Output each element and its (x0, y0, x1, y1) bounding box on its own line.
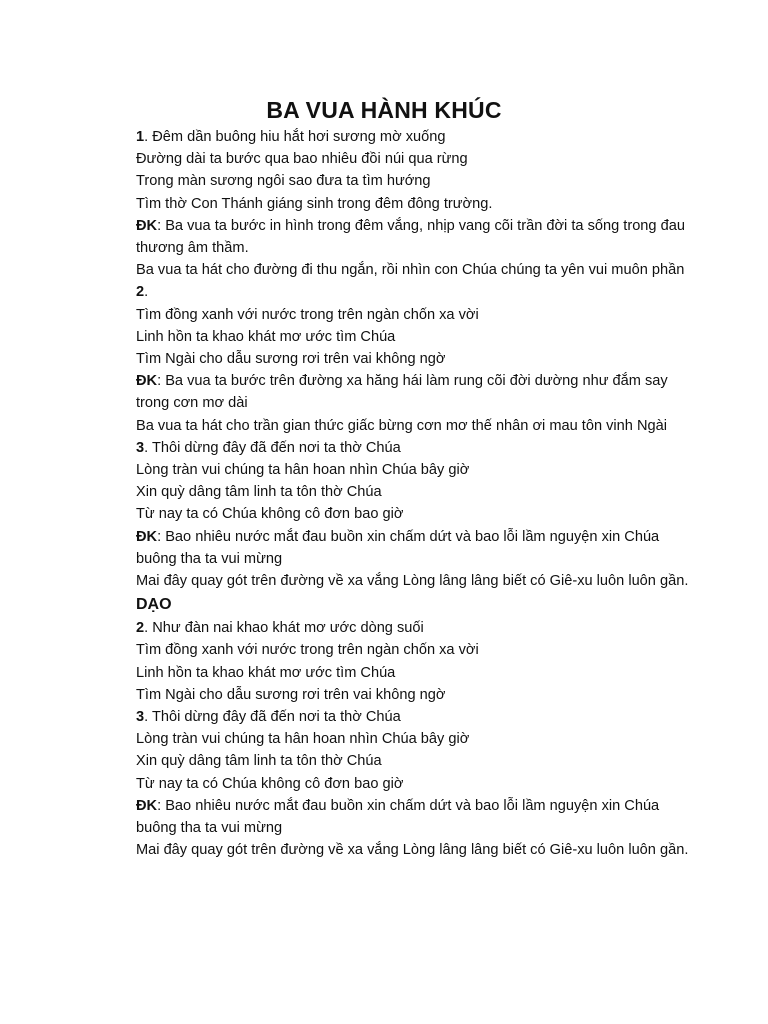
verse-3-line-3: Xin quỳ dâng tâm linh ta tôn thờ Chúa (136, 484, 382, 501)
verse-1-line-3: Trong màn sương ngôi sao đưa ta tìm hướng (136, 173, 431, 190)
verse-3-line-4: Từ nay ta có Chúa không cô đơn bao giờ (136, 506, 404, 523)
dao-verse-3-number: 3 (136, 709, 145, 726)
verse-3-line-2: Lòng tràn vui chúng ta hân hoan nhìn Chúa bây giờ (136, 462, 470, 479)
dao-verse-2-number: 2 (136, 620, 145, 637)
verse-3-text: . Thôi dừng đây đã đến nơi ta thờ Chúa (144, 439, 401, 456)
verse-2-number: 2 (136, 284, 145, 301)
dao-verse-3-line-2: Lòng tràn vui chúng ta hân hoan nhìn Chúa bây giờ (136, 731, 470, 748)
song-title: BA VUA HÀNH KHÚC (266, 97, 502, 123)
dao-verse-3-line-3: Xin quỳ dâng tâm linh ta tôn thờ Chúa (136, 753, 382, 770)
dao-chorus-text: : Bao nhiêu nước mắt đau buồn xin chấm dứt và bao lỗi lầm nguyện xin Chúa buông tha ta vui mừng (136, 797, 660, 837)
verse-2-line-2: Linh hồn ta khao khát mơ ước tìm Chúa (136, 328, 396, 345)
chorus-2-line-1 (136, 370, 696, 414)
verse-1-number: 1 (136, 129, 145, 145)
verse-2-heading (136, 281, 696, 303)
dao-heading: DẠO (136, 596, 172, 614)
chorus-2-text: : Ba vua ta bước trên đường xa hăng hái làm rung cõi đời dường như đắm say trong cơn mơ dài (136, 373, 668, 412)
chorus-2-label: ĐK (136, 373, 158, 390)
dao-verse-2-line-4: Tìm Ngài cho dẫu sương rơi trên vai không ngờ (136, 686, 446, 703)
dao-chorus-label: ĐK (136, 797, 158, 814)
verse-1-line-2: Đường dài ta bước qua bao nhiêu đồi núi qua rừng (136, 151, 468, 168)
chorus-3-text: : Bao nhiêu nước mắt đau buồn xin chấm dứt và bao lỗi lầm nguyện xin Chúa buông tha ta vui mừng (136, 528, 660, 567)
dao-verse-2-line-3: Linh hồn ta khao khát mơ ước tìm Chúa (136, 664, 396, 681)
verse-3-number: 3 (136, 439, 145, 456)
dao-verse-3-text: . Thôi dừng đây đã đến nơi ta thờ Chúa (144, 709, 401, 726)
dao-verse-2-line-2: Tìm đồng xanh với nước trong trên ngàn chốn xa vời (136, 642, 479, 659)
dao-chorus-line-2: Mai đây quay gót trên đường về xa vắng Lòng lâng lâng biết có Giê-xu luôn luôn gần. (136, 842, 689, 859)
chorus-2-line-2: Ba vua ta hát cho trần gian thức giấc bừng cơn mơ thế nhân ơi mau tôn vinh Ngài (136, 417, 667, 434)
dao-chorus-line-1 (136, 795, 696, 839)
song-lyrics (136, 126, 696, 862)
chorus-3-label: ĐK (136, 528, 158, 545)
chorus-1-label: ĐK (136, 217, 158, 234)
chorus-3-line-1 (136, 526, 696, 570)
chorus-1-line-1 (136, 215, 696, 259)
chorus-1-line-2: Ba vua ta hát cho đường đi thu ngắn, rồi nhìn con Chúa chúng ta yên vui muôn phần (136, 262, 685, 279)
chorus-1-text: : Ba vua ta bước in hình trong đêm vắng, nhịp vang cõi trần đời ta sống trong đau thương âm thầm. (136, 217, 685, 257)
dao-verse-3-line-1 (136, 706, 696, 728)
verse-2-line-1: Tìm đồng xanh với nước trong trên ngàn chốn xa vời (136, 306, 479, 323)
chorus-3-line-2: Mai đây quay gót trên đường về xa vắng Lòng lâng lâng biết có Giê-xu luôn luôn gần. (136, 573, 689, 590)
verse-3-line-1 (136, 437, 696, 459)
verse-2-line-3: Tìm Ngài cho dẫu sương rơi trên vai không ngờ (136, 351, 446, 368)
dao-verse-2-text: . Như đàn nai khao khát mơ ước dòng suối (144, 620, 424, 637)
verse-1-text: . Đêm dần buông hiu hắt hơi sương mờ xuống (144, 129, 446, 145)
verse-2-suffix: . (144, 284, 149, 301)
verse-1-line-4: Tìm thờ Con Thánh giáng sinh trong đêm đông trường. (136, 195, 493, 212)
verse-1-line-1 (136, 126, 696, 148)
dao-verse-2-line-1 (136, 617, 696, 639)
dao-verse-3-line-4: Từ nay ta có Chúa không cô đơn bao giờ (136, 775, 404, 792)
